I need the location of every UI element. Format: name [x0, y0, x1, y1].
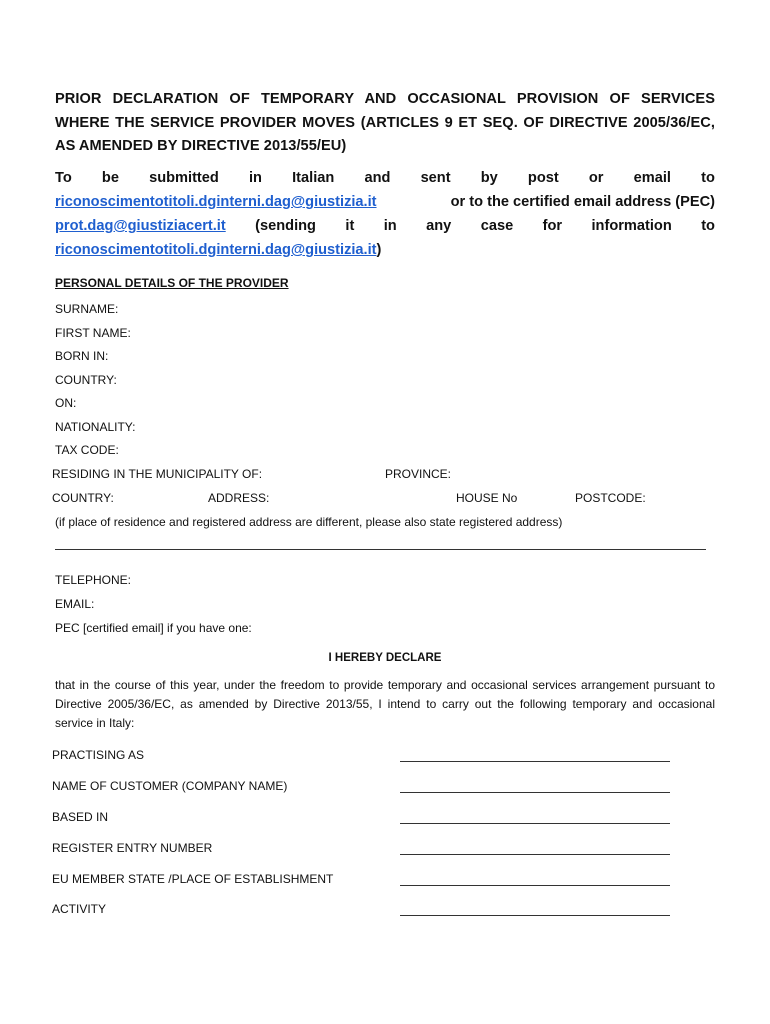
- register-entry-label: REGISTER ENTRY NUMBER: [52, 841, 213, 855]
- customer-name-label: NAME OF CUSTOMER (COMPANY NAME): [52, 779, 288, 793]
- instructions-line-4: [55, 238, 715, 262]
- customer-name-blank[interactable]: [400, 792, 670, 793]
- email-field[interactable]: EMAIL:: [55, 597, 95, 611]
- born-in-field[interactable]: BORN IN:: [55, 349, 109, 363]
- declaration-text: that in the course of this year, under the freedom to provide temporary and occasional services arrangement pursuant to Directive 2005/36/EC, as amended by Directive 2013/55, I intend to carry out the following temporary and occasional service in Italy:: [55, 678, 715, 730]
- submission-instructions: [55, 166, 715, 262]
- activity-label: ACTIVITY: [52, 902, 107, 916]
- first-name-field[interactable]: FIRST NAME:: [55, 326, 131, 340]
- registered-address-line[interactable]: [55, 549, 706, 550]
- instructions-line-2: [55, 190, 715, 214]
- house-number-field[interactable]: HOUSE No: [456, 491, 518, 505]
- address-field[interactable]: ADDRESS:: [208, 491, 270, 505]
- instruction-word: for: [542, 218, 563, 234]
- instruction-word: to: [701, 218, 715, 234]
- postcode-field[interactable]: POSTCODE:: [575, 491, 646, 505]
- activity-blank[interactable]: [400, 915, 670, 916]
- instruction-word: by: [480, 170, 498, 186]
- instruction-word: To: [55, 170, 72, 186]
- instruction-word: in: [248, 170, 262, 186]
- province-field[interactable]: PROVINCE:: [385, 467, 452, 481]
- instruction-word: information: [591, 218, 672, 234]
- register-entry-blank[interactable]: [400, 854, 670, 855]
- nationality-field[interactable]: NATIONALITY:: [55, 420, 136, 434]
- registered-address-note: (if place of residence and registered address are different, please also state registered address): [55, 515, 563, 529]
- instruction-word: in: [383, 218, 397, 234]
- instruction-word: it: [345, 218, 355, 234]
- instruction-word: email: [633, 170, 671, 186]
- closing-paren: ): [376, 242, 382, 258]
- member-state-label: EU MEMBER STATE /PLACE OF ESTABLISHMENT: [52, 872, 334, 886]
- residence-country-field[interactable]: COUNTRY:: [52, 491, 114, 505]
- email-link-primary[interactable]: riconoscimentotitoli.dginterni.dag@giustizia.it: [55, 194, 377, 210]
- declaration-heading: I HEREBY DECLARE: [328, 652, 442, 664]
- instruction-word: be: [101, 170, 119, 186]
- instruction-word: sent: [420, 170, 451, 186]
- instruction-text: or to the certified email address (PEC): [450, 194, 715, 210]
- instruction-word: any: [426, 218, 452, 234]
- pec-field[interactable]: PEC [certified email] if you have one:: [55, 621, 252, 635]
- personal-details-heading: PERSONAL DETAILS OF THE PROVIDER: [55, 276, 289, 290]
- instruction-word: or: [588, 170, 604, 186]
- tax-code-field[interactable]: TAX CODE:: [55, 443, 119, 457]
- instructions-line-3: [55, 214, 715, 238]
- instruction-word: case: [480, 218, 514, 234]
- instruction-word: submitted: [149, 170, 219, 186]
- birth-country-field[interactable]: COUNTRY:: [55, 373, 117, 387]
- instruction-word: and: [364, 170, 391, 186]
- telephone-field[interactable]: TELEPHONE:: [55, 573, 132, 587]
- pec-email-link[interactable]: prot.dag@giustiziacert.it: [55, 218, 226, 234]
- instruction-word: (sending: [255, 218, 316, 234]
- based-in-blank[interactable]: [400, 823, 670, 824]
- based-in-label: BASED IN: [52, 810, 109, 824]
- birth-date-field[interactable]: ON:: [55, 396, 77, 410]
- practising-as-blank[interactable]: [400, 761, 670, 762]
- instruction-word: to: [701, 170, 715, 186]
- instruction-word: post: [527, 170, 559, 186]
- practising-as-label: PRACTISING AS: [52, 748, 145, 762]
- member-state-blank[interactable]: [400, 885, 670, 886]
- municipality-field[interactable]: RESIDING IN THE MUNICIPALITY OF:: [52, 467, 263, 481]
- instruction-word: Italian: [292, 170, 335, 186]
- instructions-line-1: [55, 166, 715, 190]
- document-title: PRIOR DECLARATION OF TEMPORARY AND OCCASIONAL PROVISION OF SERVICES WHERE THE SERVICE PROVIDER MOVES (ARTICLES 9 ET SEQ. OF DIRECTIVE 2005/36/EC, AS AMENDED BY DIRECTIVE 2013/55/EU): [55, 91, 715, 154]
- email-link-info[interactable]: riconoscimentotitoli.dginterni.dag@giustizia.it: [55, 242, 377, 258]
- surname-field[interactable]: SURNAME:: [55, 302, 119, 316]
